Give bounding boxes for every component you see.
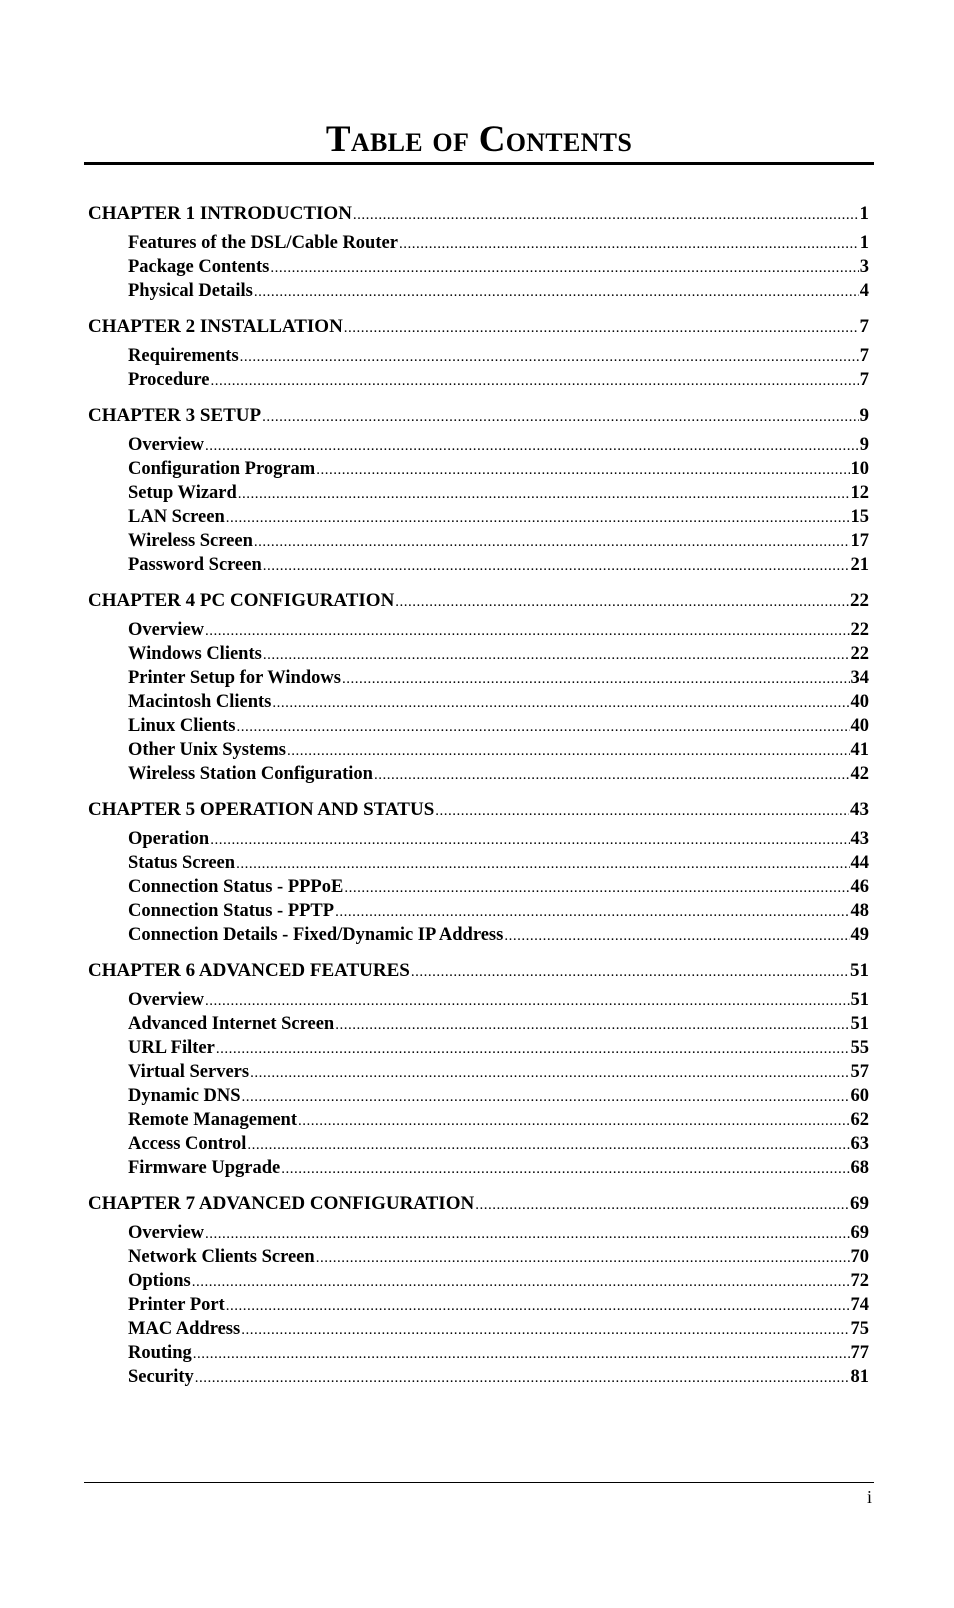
section-entry[interactable]: [88, 505, 869, 529]
dot-leader: [242, 1085, 850, 1109]
section-entry-page: 62: [850, 1110, 869, 1130]
section-entry[interactable]: [88, 1221, 869, 1245]
chapter-block: [88, 797, 869, 947]
dot-leader: [342, 667, 850, 691]
section-entry[interactable]: [88, 457, 869, 481]
section-entry-title: Virtual Servers: [128, 1062, 250, 1082]
chapter-entry-title: CHAPTER 6 ADVANCED FEATURES: [88, 960, 410, 981]
dot-leader: [250, 1061, 849, 1085]
section-entry[interactable]: [88, 666, 869, 690]
dot-leader: [316, 458, 849, 482]
section-entry[interactable]: [88, 553, 869, 577]
chapter-entry[interactable]: [88, 201, 869, 227]
section-entry[interactable]: [88, 1317, 869, 1341]
section-entry[interactable]: [88, 1132, 869, 1156]
dot-leader: [236, 852, 849, 876]
section-entry-title: Procedure: [128, 370, 210, 390]
dot-leader: [205, 434, 859, 458]
chapter-entry-page: 9: [859, 405, 869, 426]
dot-leader: [226, 1294, 850, 1318]
dot-leader: [287, 739, 850, 763]
chapter-entry-title: CHAPTER 3 SETUP: [88, 405, 262, 426]
section-entry-title: Configuration Program: [128, 459, 316, 479]
section-entry-title: Features of the DSL/Cable Router: [128, 233, 398, 253]
dot-leader: [435, 798, 849, 824]
section-entry[interactable]: [88, 344, 869, 368]
dot-leader: [241, 1318, 849, 1342]
section-entry-page: 63: [850, 1134, 869, 1154]
dot-leader: [281, 1157, 849, 1181]
section-entry-page: 48: [850, 901, 869, 921]
section-entry-page: 40: [850, 716, 869, 736]
section-entry[interactable]: [88, 1108, 869, 1132]
section-entry-title: URL Filter: [128, 1038, 215, 1058]
chapter-block: [88, 958, 869, 1180]
section-entry-title: Wireless Station Configuration: [128, 764, 373, 784]
section-entry[interactable]: [88, 368, 869, 392]
section-entry-page: 42: [850, 764, 869, 784]
section-entry-title: Printer Setup for Windows: [128, 668, 341, 688]
section-entry-page: 15: [850, 507, 869, 527]
section-entry-page: 9: [859, 435, 869, 455]
dot-leader: [236, 715, 849, 739]
section-entry-title: Dynamic DNS: [128, 1086, 241, 1106]
section-entry-title: Connection Status - PPTP: [128, 901, 335, 921]
section-entry-title: Access Control: [128, 1134, 247, 1154]
section-entry-page: 41: [850, 740, 869, 760]
dot-leader: [316, 1246, 850, 1270]
section-entry-page: 77: [850, 1343, 869, 1363]
section-entry-page: 51: [850, 1014, 869, 1034]
section-entry-title: Setup Wizard: [128, 483, 237, 503]
section-entry-title: Connection Details - Fixed/Dynamic IP Address: [128, 925, 504, 945]
section-entry-title: Package Contents: [128, 257, 270, 277]
section-entry[interactable]: [88, 690, 869, 714]
dot-leader: [193, 1342, 850, 1366]
section-entry-title: Requirements: [128, 346, 239, 366]
section-entry[interactable]: [88, 827, 869, 851]
section-entry[interactable]: [88, 1036, 869, 1060]
chapter-entry-page: 7: [859, 316, 869, 337]
chapter-block: [88, 403, 869, 577]
section-entry-title: Linux Clients: [128, 716, 236, 736]
dot-leader: [262, 404, 858, 430]
dot-leader: [263, 643, 850, 667]
dot-leader: [226, 506, 850, 530]
chapter-entry-title: CHAPTER 7 ADVANCED CONFIGURATION: [88, 1193, 475, 1214]
section-entry[interactable]: [88, 279, 869, 303]
dot-leader: [395, 589, 849, 615]
section-entry-page: 12: [850, 483, 869, 503]
page-title: Table of Contents: [325, 119, 633, 160]
section-entry-page: 3: [859, 257, 869, 277]
section-entry-page: 49: [850, 925, 869, 945]
section-entry-title: Overview: [128, 435, 205, 455]
section-entry-title: Operation: [128, 829, 210, 849]
section-entry[interactable]: [88, 875, 869, 899]
dot-leader: [238, 482, 850, 506]
dot-leader: [272, 691, 849, 715]
section-entry-page: 4: [859, 281, 869, 301]
dot-leader: [335, 1013, 849, 1037]
chapter-entry[interactable]: [88, 1191, 869, 1217]
section-entry-title: Network Clients Screen: [128, 1247, 315, 1267]
chapter-entry[interactable]: [88, 958, 869, 984]
section-entry-title: Password Screen: [128, 555, 262, 575]
section-entry[interactable]: [88, 1341, 869, 1365]
section-entry-title: Other Unix Systems: [128, 740, 286, 760]
section-entry[interactable]: [88, 738, 869, 762]
section-entry[interactable]: [88, 481, 869, 505]
dot-leader: [254, 280, 859, 304]
section-entry[interactable]: [88, 642, 869, 666]
section-entry-title: Macintosh Clients: [128, 692, 272, 712]
dot-leader: [270, 256, 858, 280]
chapter-block: [88, 201, 869, 303]
chapter-entry-title: CHAPTER 2 INSTALLATION: [88, 316, 343, 337]
section-entry[interactable]: [88, 618, 869, 642]
dot-leader: [298, 1109, 849, 1133]
section-entry-page: 34: [850, 668, 869, 688]
section-entry-title: Firmware Upgrade: [128, 1158, 281, 1178]
chapter-entry-page: 43: [850, 799, 869, 820]
section-entry[interactable]: [88, 1293, 869, 1317]
section-entry[interactable]: [88, 529, 869, 553]
section-entry-page: 60: [850, 1086, 869, 1106]
dot-leader: [254, 530, 850, 554]
dot-leader: [240, 345, 859, 369]
section-entry-title: Advanced Internet Screen: [128, 1014, 335, 1034]
section-entry-page: 46: [850, 877, 869, 897]
section-entry-page: 22: [850, 644, 869, 664]
page-number: i: [866, 1487, 872, 1507]
dot-leader: [211, 369, 859, 393]
section-entry-page: 69: [850, 1223, 869, 1243]
chapter-block: [88, 588, 869, 786]
chapter-entry[interactable]: [88, 403, 869, 429]
chapter-block: [88, 1191, 869, 1389]
section-entry-title: Routing: [128, 1343, 192, 1363]
section-entry[interactable]: [88, 231, 869, 255]
section-entry-page: 75: [850, 1319, 869, 1339]
section-entry[interactable]: [88, 899, 869, 923]
dot-leader: [247, 1133, 849, 1157]
section-entry-page: 21: [850, 555, 869, 575]
dot-leader: [353, 202, 859, 228]
section-entry[interactable]: [88, 1084, 869, 1108]
section-entry-title: Windows Clients: [128, 644, 262, 664]
dot-leader: [205, 989, 849, 1013]
chapter-entry[interactable]: [88, 797, 869, 823]
section-entry-title: Printer Port: [128, 1295, 225, 1315]
dot-leader: [504, 924, 849, 948]
dot-leader: [210, 828, 849, 852]
chapter-entry-page: 1: [859, 203, 869, 224]
section-entry-page: 68: [850, 1158, 869, 1178]
section-entry-title: Security: [128, 1367, 194, 1387]
section-entry-page: 40: [850, 692, 869, 712]
section-entry-title: Physical Details: [128, 281, 253, 301]
section-entry-title: Options: [128, 1271, 191, 1291]
chapter-entry-title: CHAPTER 4 PC CONFIGURATION: [88, 590, 395, 611]
section-entry[interactable]: [88, 851, 869, 875]
dot-leader: [192, 1270, 850, 1294]
section-entry[interactable]: [88, 1245, 869, 1269]
section-entry-page: 1: [859, 233, 869, 253]
section-entry[interactable]: [88, 988, 869, 1012]
dot-leader: [399, 232, 859, 256]
section-entry[interactable]: [88, 1060, 869, 1084]
section-entry[interactable]: [88, 1365, 869, 1389]
chapter-entry-page: 69: [850, 1193, 869, 1214]
dot-leader: [205, 1222, 849, 1246]
dot-leader: [216, 1037, 850, 1061]
section-entry[interactable]: [88, 923, 869, 947]
section-entry-page: 74: [850, 1295, 869, 1315]
section-entry-page: 10: [850, 459, 869, 479]
section-entry-page: 7: [859, 370, 869, 390]
section-entry-title: Remote Management: [128, 1110, 298, 1130]
section-entry-title: Connection Status - PPPoE: [128, 877, 344, 897]
footer-rule: [84, 1482, 874, 1483]
section-entry-page: 43: [850, 829, 869, 849]
section-entry-page: 7: [859, 346, 869, 366]
chapter-entry-page: 22: [850, 590, 869, 611]
section-entry-page: 44: [850, 853, 869, 873]
section-entry[interactable]: [88, 714, 869, 738]
section-entry-title: Overview: [128, 620, 205, 640]
section-entry-page: 55: [850, 1038, 869, 1058]
section-entry-page: 17: [850, 531, 869, 551]
section-entry-title: LAN Screen: [128, 507, 225, 527]
section-entry[interactable]: [88, 1269, 869, 1293]
title-rule: [84, 162, 874, 165]
chapter-entry[interactable]: [88, 314, 869, 340]
dot-leader: [344, 315, 859, 341]
section-entry-page: 72: [850, 1271, 869, 1291]
section-entry[interactable]: [88, 255, 869, 279]
dot-leader: [335, 900, 849, 924]
dot-leader: [263, 554, 850, 578]
section-entry-page: 70: [850, 1247, 869, 1267]
section-entry[interactable]: [88, 433, 869, 457]
section-entry-page: 51: [850, 990, 869, 1010]
section-entry-title: Status Screen: [128, 853, 236, 873]
chapter-entry-page: 51: [850, 960, 869, 981]
section-entry[interactable]: [88, 1012, 869, 1036]
chapter-entry-title: CHAPTER 1 INTRODUCTION: [88, 203, 352, 224]
chapter-entry[interactable]: [88, 588, 869, 614]
dot-leader: [344, 876, 849, 900]
section-entry-page: 22: [850, 620, 869, 640]
section-entry[interactable]: [88, 1156, 869, 1180]
dot-leader: [411, 959, 849, 985]
section-entry-page: 57: [850, 1062, 869, 1082]
dot-leader: [205, 619, 849, 643]
section-entry[interactable]: [88, 762, 869, 786]
chapter-block: [88, 314, 869, 392]
section-entry-title: Overview: [128, 1223, 205, 1243]
chapter-entry-title: CHAPTER 5 OPERATION AND STATUS: [88, 799, 435, 820]
dot-leader: [475, 1192, 849, 1218]
dot-leader: [195, 1366, 850, 1390]
section-entry-title: Wireless Screen: [128, 531, 253, 551]
dot-leader: [374, 763, 850, 787]
table-of-contents: [88, 201, 869, 1400]
section-entry-title: MAC Address: [128, 1319, 241, 1339]
section-entry-page: 81: [850, 1367, 869, 1387]
section-entry-title: Overview: [128, 990, 205, 1010]
